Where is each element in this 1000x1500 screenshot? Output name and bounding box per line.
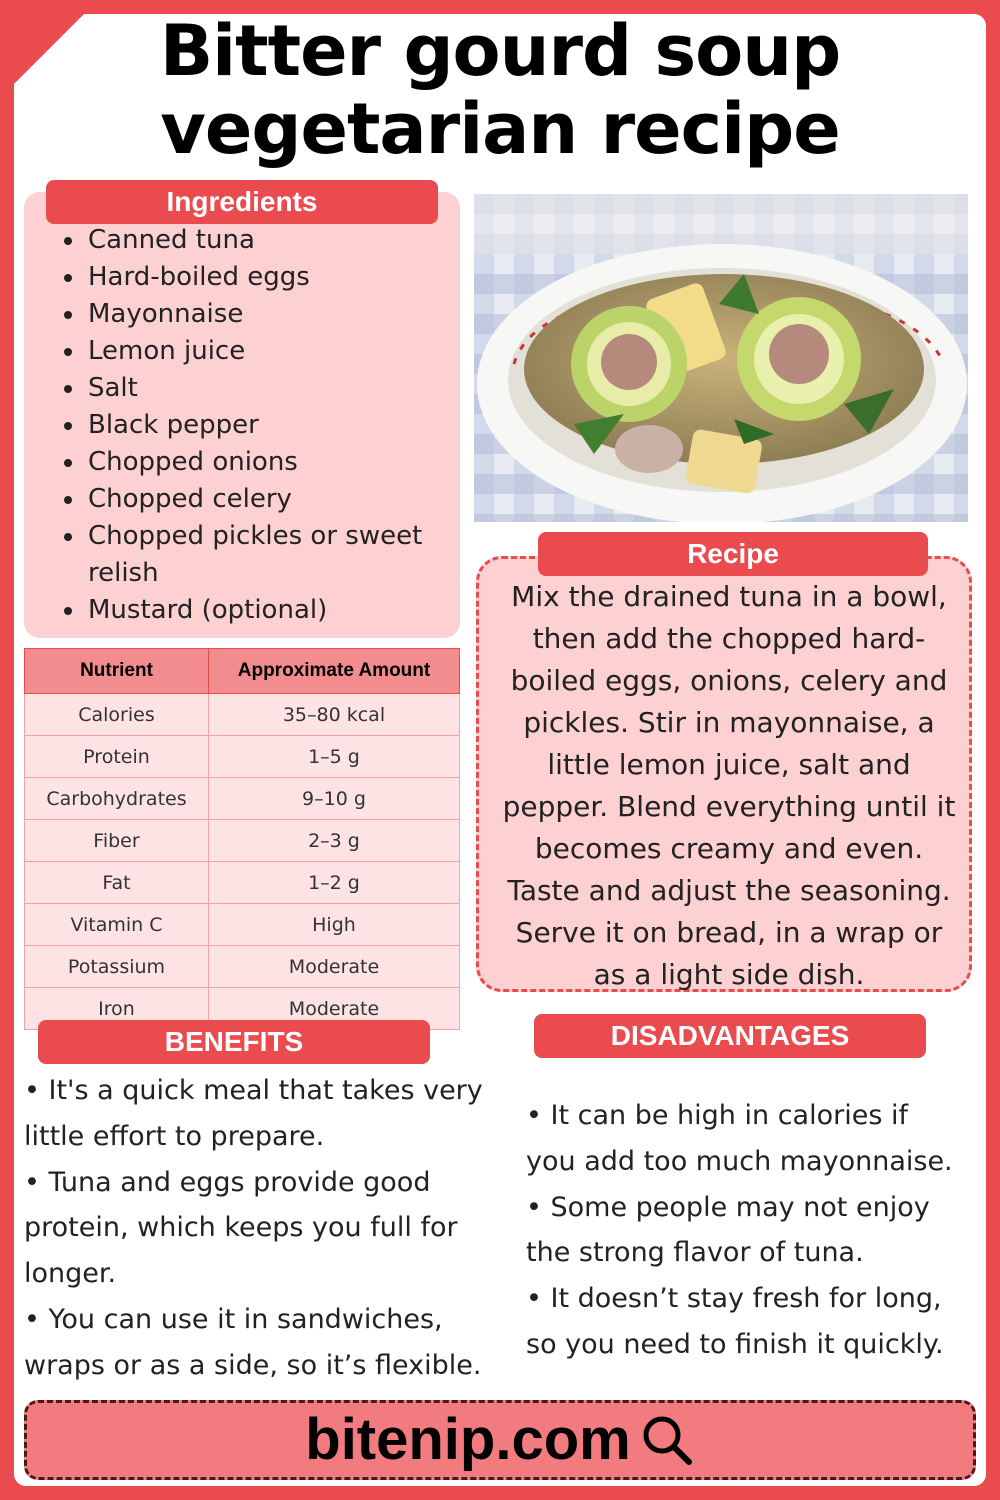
nutrient-cell: Calories bbox=[25, 694, 209, 736]
table-row bbox=[25, 904, 460, 946]
nutrient-cell: Protein bbox=[25, 736, 209, 778]
benefit-item: • You can use it in sandwiches, wraps or as a side, so it’s flexible. bbox=[24, 1303, 482, 1381]
footer-site[interactable] bbox=[0, 1400, 1000, 1480]
benefits-list bbox=[24, 1068, 484, 1389]
ingredient-item: • Canned tuna bbox=[86, 222, 486, 259]
benefit-item: • It's a quick meal that takes very little effort to prepare. bbox=[24, 1075, 483, 1152]
bitter-gourd-soup-bowl-photo bbox=[474, 194, 968, 522]
nutrient-cell: Fat bbox=[25, 862, 209, 904]
ingredient-item: • Lemon juice bbox=[86, 333, 486, 370]
ingredients-list bbox=[40, 222, 486, 629]
ingredient-item: • Salt bbox=[86, 370, 486, 407]
soup-photo bbox=[474, 194, 968, 522]
search-icon[interactable] bbox=[639, 1412, 695, 1468]
amount-cell: 9–10 g bbox=[208, 778, 459, 820]
disadvantage-item: • Some people may not enjoy the strong flavor of tuna. bbox=[526, 1191, 930, 1269]
nutrient-cell: Iron bbox=[25, 988, 209, 1030]
ingredient-item: • Mayonnaise bbox=[86, 296, 486, 333]
amount-cell: High bbox=[208, 904, 459, 946]
amount-column-header: Approximate Amount bbox=[208, 649, 459, 694]
table-row bbox=[25, 778, 460, 820]
benefit-item: • Tuna and eggs provide good protein, which keeps you full for longer. bbox=[24, 1166, 458, 1290]
title-line-2: vegetarian recipe bbox=[160, 88, 840, 170]
amount-cell: 35–80 kcal bbox=[208, 694, 459, 736]
ingredient-item: • Chopped onions bbox=[86, 444, 486, 481]
disadvantages-list bbox=[526, 1093, 962, 1368]
ingredient-item: • Chopped celery bbox=[86, 481, 486, 518]
nutrient-cell: Potassium bbox=[25, 946, 209, 988]
ingredient-item: • Black pepper bbox=[86, 407, 486, 444]
ingredient-item: • Hard-boiled eggs bbox=[86, 259, 486, 296]
table-row bbox=[25, 736, 460, 778]
site-name[interactable]: bitenip.com bbox=[305, 1407, 631, 1472]
table-row bbox=[25, 862, 460, 904]
table-row bbox=[25, 694, 460, 736]
title-line-1: Bitter gourd soup bbox=[159, 10, 841, 92]
amount-cell: Moderate bbox=[208, 946, 459, 988]
benefits-heading: BENEFITS bbox=[38, 1020, 430, 1064]
recipe-heading: Recipe bbox=[538, 532, 928, 576]
ingredient-item: • Chopped pickles or sweet relish bbox=[86, 518, 486, 592]
ingredients-heading: Ingredients bbox=[46, 180, 438, 224]
nutrient-cell: Carbohydrates bbox=[25, 778, 209, 820]
nutrient-cell: Vitamin C bbox=[25, 904, 209, 946]
disadvantage-item: • It can be high in calories if you add too much mayonnaise. bbox=[526, 1100, 953, 1177]
disadvantages-heading: DISADVANTAGES bbox=[534, 1014, 926, 1058]
nutrition-header-row bbox=[25, 649, 460, 694]
nutrient-cell: Fiber bbox=[25, 820, 209, 862]
recipe-text: Mix the drained tuna in a bowl, then add the chopped hard-boiled eggs, onions, celery and pickles. Stir in mayonnaise, a little lemon juice, salt and pepper. Blend everything until it becomes creamy and even. Taste and adjust the seasoning. Serve it on bread, in a wrap or as a light side dish. bbox=[502, 580, 956, 991]
table-row bbox=[25, 946, 460, 988]
nutrition-table bbox=[24, 648, 460, 1030]
amount-cell: Moderate bbox=[208, 988, 459, 1030]
amount-cell: 2–3 g bbox=[208, 820, 459, 862]
amount-cell: 1–5 g bbox=[208, 736, 459, 778]
table-row bbox=[25, 820, 460, 862]
amount-cell: 1–2 g bbox=[208, 862, 459, 904]
ingredient-item: • Mustard (optional) bbox=[86, 592, 486, 629]
disadvantage-item: • It doesn’t stay fresh for long, so you need to finish it quickly. bbox=[526, 1283, 944, 1360]
page-title bbox=[0, 12, 1000, 168]
nutrient-column-header: Nutrient bbox=[25, 649, 209, 694]
